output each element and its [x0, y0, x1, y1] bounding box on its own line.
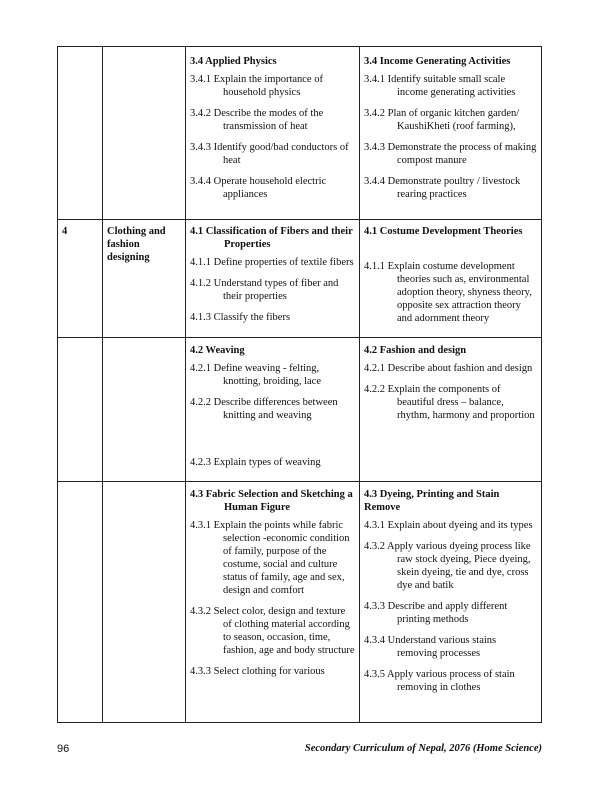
section-heading: 3.4 Applied Physics — [190, 56, 277, 67]
list-item: 4.1.1 Define properties of textile fibers — [190, 257, 354, 268]
list-item: 3.4.4 Operate household electric appliances — [190, 176, 327, 200]
list-item: 4.1.1 Explain costume development theories such as, environmental adoption theory, shyness theory, opposite sex attraction theory and adornment theory — [364, 261, 532, 324]
content-area-cell — [103, 338, 186, 482]
learning-outcomes-cell — [186, 47, 360, 220]
list-item: 4.1.3 Classify the fibers — [190, 312, 291, 323]
learning-outcomes-cell — [186, 220, 360, 338]
practical-outcomes-cell — [360, 220, 542, 338]
list-item: 4.3.5 Apply various process of stain removing in clothes — [364, 669, 515, 693]
list-item: 3.4.1 Identify suitable small scale income generating activities — [364, 74, 516, 98]
table-row — [58, 482, 542, 723]
list-item: 3.4.2 Describe the modes of the transmission of heat — [190, 108, 324, 132]
list-item: 4.2.2 Describe differences between knitting and weaving — [190, 397, 338, 421]
content-area-cell — [103, 47, 186, 220]
content-area-cell — [103, 482, 186, 723]
unit-number-cell — [58, 482, 103, 723]
list-item: 3.4.3 Identify good/bad conductors of heat — [190, 142, 349, 166]
section-heading: 4.1 Classification of Fibers and their Properties — [190, 226, 353, 250]
learning-outcomes-cell — [186, 482, 360, 723]
learning-outcomes-cell — [186, 338, 360, 482]
unit-number-cell — [58, 338, 103, 482]
list-item: 4.3.1 Explain about dyeing and its types — [364, 520, 533, 531]
list-item: 4.3.2 Apply various dyeing process like raw stock dyeing, Piece dyeing, skein dyeing, tie and dye, cross dye and batik — [364, 541, 531, 591]
list-item: 3.4.4 Demonstrate poultry / livestock rearing practices — [364, 176, 521, 200]
table-row — [58, 47, 542, 220]
section-heading: 4.3 Dyeing, Printing and Stain Remove — [364, 489, 500, 513]
list-item: 4.3.1 Explain the points while fabric selection -economic condition of family, purpose of the costume, social and culture status of family, age and sex, design and comfort — [190, 520, 350, 596]
unit-number-cell: 4 — [58, 220, 103, 338]
table-row — [58, 338, 542, 482]
footer-title: Secondary Curriculum of Nepal, 2076 (Home Science) — [304, 743, 542, 754]
list-item: 4.3.3 Describe and apply different printing methods — [364, 601, 508, 625]
list-item: 4.3.3 Select clothing for various — [190, 666, 325, 677]
page-number: 96 — [57, 743, 70, 755]
list-item: 4.1.2 Understand types of fiber and their properties — [190, 278, 339, 302]
table-row — [58, 220, 542, 338]
section-heading: 4.2 Weaving — [190, 345, 245, 356]
practical-outcomes-cell — [360, 482, 542, 723]
list-item: 4.2.1 Define weaving - felting, knotting, broiding, lace — [190, 363, 321, 387]
list-item: 4.3.2 Select color, design and texture of clothing material according to season, occasion, time, fashion, age and body structure — [190, 606, 355, 656]
list-item: 3.4.3 Demonstrate the process of making compost manure — [364, 142, 537, 166]
curriculum-table — [57, 46, 542, 723]
practical-outcomes-cell — [360, 47, 542, 220]
section-heading: 4.3 Fabric Selection and Sketching a Human Figure — [190, 489, 353, 513]
unit-number-cell — [58, 47, 103, 220]
section-heading: 4.1 Costume Development Theories — [364, 226, 523, 237]
list-item: 4.2.3 Explain types of weaving — [190, 457, 321, 468]
list-item: 4.3.4 Understand various stains removing processes — [364, 635, 497, 659]
list-item: 3.4.2 Plan of organic kitchen garden/ KaushiKheti (roof farming), — [364, 108, 520, 132]
list-item: 4.2.1 Describe about fashion and design — [364, 363, 533, 374]
list-item: 4.2.2 Explain the components of beautiful dress – balance, rhythm, harmony and proportion — [364, 384, 535, 421]
section-heading: 4.2 Fashion and design — [364, 345, 467, 356]
section-heading: 3.4 Income Generating Activities — [364, 56, 511, 67]
practical-outcomes-cell — [360, 338, 542, 482]
list-item: 3.4.1 Explain the importance of household physics — [190, 74, 323, 98]
content-area-cell: Clothing and fashion designing — [103, 220, 186, 338]
